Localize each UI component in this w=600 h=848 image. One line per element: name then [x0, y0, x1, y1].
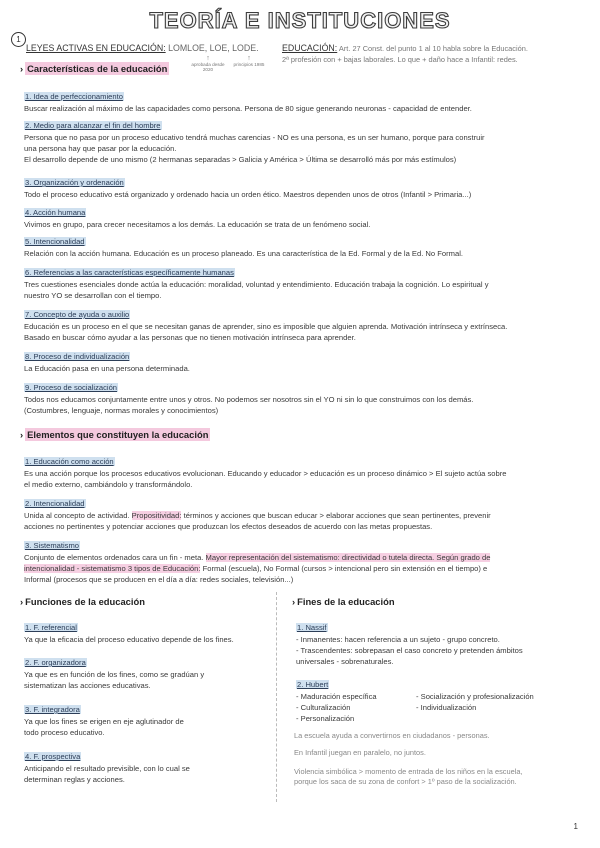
characteristic-text: La Educación pasa en una persona determinada. — [24, 364, 190, 373]
function-title: 1. F. referencial — [25, 623, 77, 632]
characteristic-text: Basado en buscar cómo ayudar a las personas que no tienen motivación intrínseca para aprender. — [24, 333, 356, 342]
function-title: 2. F. organizadora — [25, 658, 86, 667]
aims-text: universales - sobrenaturales. — [296, 657, 394, 666]
up-arrow-icon: ↑ — [206, 55, 210, 62]
characteristic-5 — [24, 229, 584, 259]
section-aims — [292, 596, 395, 607]
element-title: 1. Educación como acción — [25, 457, 114, 466]
chevron-right-icon: › — [20, 429, 24, 440]
characteristic-text: El desarrollo depende de uno mismo (2 hermanas separadas > Galicia y América > Última se desarrolló más por más estímulos) — [24, 155, 457, 164]
aims-note-3-line-1: Violencia simbólica > momento de entrada de los niños en la escuela, — [294, 767, 523, 776]
aims-title: 1. Nassif — [297, 623, 327, 632]
chevron-right-icon: › — [20, 63, 24, 74]
aims-note-3 — [294, 767, 586, 787]
element-text: Informal (procesos que se producen en el día a día: redes sociales, televisión...) — [24, 575, 294, 584]
section-elements-heading: Elementos que constituyen la educación — [27, 429, 209, 440]
function-text: Ya que los fines se erigen en eje aglutinador de — [24, 717, 184, 726]
characteristic-title: 9. Proceso de socialización — [25, 383, 118, 392]
element-3 — [24, 533, 584, 585]
element-text — [24, 510, 584, 521]
aims-note-3-line-2: porque los saca de su zona de confort > 1º paso de la socialización. — [294, 777, 517, 786]
characteristic-title: 2. Medio para alcanzar el fin del hombre — [25, 121, 161, 130]
education-line-2: 2ª profesión con + bajas laborales. Lo que + daño hace a Infantil: redes. — [282, 54, 518, 64]
function-title: 3. F. integradora — [25, 705, 80, 714]
aims-nassif — [296, 615, 586, 667]
page-title: TEORÍA E INSTITUCIONES — [149, 8, 451, 33]
element-text-part: términos y acciones que buscan educar > elaborar acciones que sean pertinentes, prevenir — [183, 511, 491, 520]
aims-item: - Socialización y profesionalización — [416, 692, 534, 701]
characteristic-text: nuestro YO se desarrollan con el tiempo. — [24, 291, 162, 300]
law-note-1 — [188, 55, 228, 72]
function-text: Ya que la eficacia del proceso educativo depende de los fines. — [24, 635, 234, 644]
aims-text: - Inmanentes: hacen referencia a un sujeto - grupo concreto. — [296, 635, 500, 644]
column-divider — [276, 592, 278, 802]
aims-item: - Maduración específica — [296, 692, 377, 701]
laws-line — [26, 43, 259, 53]
characteristic-title: 5. Intencionalidad — [25, 237, 85, 246]
characteristic-title: 3. Organización y ordenación — [25, 178, 124, 187]
section-characteristics — [20, 63, 169, 74]
characteristic-text: Vivimos en grupo, para crecer necesitamos a los demás. La educación se trata de un fenómeno social. — [24, 220, 371, 229]
element-title: 3. Sistematismo — [25, 541, 80, 550]
element-text-part: Conjunto de elementos ordenados cara un fin - meta. — [24, 553, 204, 562]
element-text: acciones no pertinentes y potenciar acciones que produzcan los efectos deseados de acuerdo con las metas propuestas. — [24, 522, 433, 531]
chevron-right-icon: › — [292, 596, 296, 607]
element-text: el medio externo, cambiándolo y transformándolo. — [24, 480, 193, 489]
unit-number-badge: 1 — [11, 32, 26, 47]
section-aims-heading: Fines de la educación — [297, 596, 395, 607]
function-title: 4. F. prospectiva — [25, 752, 81, 761]
laws-list: LOMLOE, LOE, LODE. — [168, 43, 259, 53]
function-4 — [24, 744, 269, 785]
element-text — [24, 552, 584, 563]
characteristic-text: Persona que no pasa por un proceso educativo tendrá muchas carencias - NO es una persona, es un ser humano, porque para construir — [24, 133, 485, 142]
function-text: todo proceso educativo. — [24, 728, 105, 737]
section-characteristics-heading: Características de la educación — [27, 63, 168, 74]
education-note — [282, 43, 528, 65]
highlighted-text: Mayor representación del sistematismo: directividad o tutela directa. Según grado de — [205, 553, 491, 562]
characteristic-title: 8. Proceso de individualización — [25, 352, 130, 361]
function-3 — [24, 697, 269, 738]
section-elements — [20, 429, 210, 440]
characteristic-text: Tres cuestiones esenciales donde actúa la educación: moralidad, voluntad y entendimiento. Educación trabaja la cognición. Lo espiritual y — [24, 280, 489, 289]
aims-item: - Culturalización — [296, 703, 351, 712]
up-arrow-icon: ↑ — [247, 55, 251, 62]
characteristic-2 — [24, 113, 584, 165]
function-1 — [24, 615, 269, 645]
law-note-2-text: principios 1985 — [233, 62, 265, 67]
element-1 — [24, 449, 584, 490]
section-functions — [20, 596, 145, 607]
element-text-part: Unida al concepto de actividad. — [24, 511, 130, 520]
element-title: 2. Intencionalidad — [25, 499, 85, 508]
characteristic-text: Todos nos educamos conjuntamente entre unos y otros. No podemos ser nosotros sin el YO ni sin lo que construimos con los demás. — [24, 395, 474, 404]
characteristic-text: una persona hay que pasar por la educación. — [24, 144, 177, 153]
highlighted-term: Propositividad: — [131, 511, 182, 520]
function-text: Anticipando el resultado previsible, con lo cual se — [24, 764, 190, 773]
characteristic-title: 4. Acción humana — [25, 208, 86, 217]
aims-item: - Individualización — [416, 703, 477, 712]
characteristic-text: (Costumbres, lenguaje, normas morales y conocimientos) — [24, 406, 219, 415]
characteristic-text: Todo el proceso educativo está organizado y ordenado hacia un orden ético. Maestros dependen unos de otros (Infantil > Primaria...) — [24, 190, 472, 199]
aims-note-1: La escuela ayuda a convertirnos en ciudadanos - personas. — [294, 731, 490, 740]
education-line-1: Art. 27 Const. del punto 1 al 10 habla sobre la Educación. — [338, 44, 528, 53]
aims-hubert — [296, 672, 586, 724]
characteristic-7 — [24, 302, 584, 343]
function-text: Ya que es en función de los fines, como se gradúan y — [24, 670, 205, 679]
characteristic-text: Buscar realización al máximo de las capacidades como persona. Persona de 80 sigue generando neuronas - capacidad de entender. — [24, 104, 472, 113]
characteristic-4 — [24, 200, 584, 230]
chevron-right-icon: › — [20, 596, 24, 607]
function-2 — [24, 650, 269, 691]
function-text: determinan reglas y acciones. — [24, 775, 125, 784]
characteristic-text: Relación con la acción humana. Educación es un proceso planeado. Es una característica de la Ed. Formal y de la Ed. No Formal. — [24, 249, 463, 258]
aims-text: - Trascendentes: sobrepasan el caso concreto y pretenden ámbitos — [296, 646, 523, 655]
characteristic-title: 1. Idea de perfeccionamiento — [25, 92, 123, 101]
characteristic-8 — [24, 344, 584, 374]
page-number: 1 — [573, 822, 578, 831]
characteristic-title: 6. Referencias a las características específicamente humanas — [25, 268, 234, 277]
element-text: Es una acción porque los procesos educativos evolucionan. Educando y educador > educación es un proceso dinámico > El sujeto actúa sobre — [24, 469, 507, 478]
law-note-1-text: aprobada desde 2020 — [191, 62, 225, 72]
aims-item: - Personalización — [296, 714, 355, 723]
education-label: EDUCACIÓN: — [282, 43, 338, 53]
laws-label: LEYES ACTIVAS EN EDUCACIÓN: — [26, 43, 166, 53]
element-text — [24, 563, 584, 574]
characteristic-3 — [24, 170, 584, 200]
characteristic-title: 7. Concepto de ayuda o auxilio — [25, 310, 130, 319]
law-note-2 — [232, 55, 266, 67]
characteristic-1 — [24, 84, 584, 114]
element-2 — [24, 491, 584, 532]
function-text: sistematizan las acciones educativas. — [24, 681, 151, 690]
characteristic-9 — [24, 375, 584, 416]
highlighted-text: intencionalidad - sistematismo 3 tipos de Educación: — [24, 564, 201, 573]
aims-title: 2. Hubert — [297, 680, 329, 689]
characteristic-text: Educación es un proceso en el que se necesitan ganas de aprender, sino es imposible que alguien aprenda. Motivación intrínseca y extrínseca. — [24, 322, 508, 331]
section-functions-heading: Funciones de la educación — [25, 596, 145, 607]
element-text-part: Formal (escuela), No Formal (cursos > intencional pero sin extensión en el tiempo) e — [202, 564, 488, 573]
characteristic-6 — [24, 260, 584, 301]
aims-note-2: En Infantil juegan en paralelo, no juntos. — [294, 748, 426, 757]
